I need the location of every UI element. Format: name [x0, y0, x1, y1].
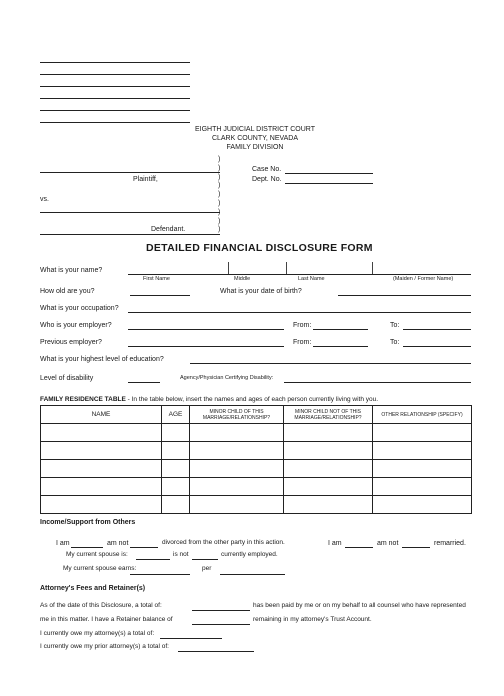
court-name: EIGHTH JUDICIAL DISTRICT COURT	[194, 126, 316, 133]
first-name-caption: First Name	[143, 276, 170, 282]
table-cell[interactable]	[41, 496, 162, 514]
employed-text: currently employed.	[221, 551, 278, 558]
attorney-line[interactable]	[40, 110, 190, 111]
table-cell[interactable]	[41, 442, 162, 460]
employer-to-label: To:	[390, 322, 400, 329]
table-cell[interactable]	[162, 442, 190, 460]
retainer-field[interactable]	[192, 624, 250, 625]
table-cell[interactable]	[162, 496, 190, 514]
table-row	[41, 424, 472, 442]
occupation-question: What is your occupation?	[40, 305, 119, 312]
age-field[interactable]	[130, 295, 190, 296]
prev-employer-question: Previous employer?	[40, 339, 102, 346]
prev-employer-to-field[interactable]	[403, 346, 471, 347]
i-am-label: I am	[56, 540, 70, 547]
education-field[interactable]	[190, 363, 471, 364]
table-cell[interactable]	[190, 460, 284, 478]
dob-field[interactable]	[338, 295, 471, 296]
table-cell[interactable]	[284, 460, 373, 478]
remarried-text: remarried.	[434, 540, 466, 547]
caption-bottom-line	[40, 234, 220, 235]
am-not-remarried-label: am not	[377, 540, 399, 547]
maiden-caption: (Maiden / Former Name)	[393, 276, 454, 282]
defendant-line[interactable]	[40, 212, 220, 213]
owe-attorney-field[interactable]	[160, 638, 222, 639]
middle-caption: Middle	[234, 276, 251, 282]
table-row	[41, 460, 472, 478]
name-divider	[228, 262, 229, 274]
attorney-line[interactable]	[40, 74, 190, 75]
last-name-caption: Last Name	[298, 276, 325, 282]
owe-attorney-label: I currently owe my attorney(s) a total of:	[40, 630, 155, 637]
attorney-line[interactable]	[40, 98, 190, 99]
am-not-remarried-field[interactable]	[402, 547, 430, 548]
divorced-text: divorced from the other party in this action.	[162, 539, 285, 546]
table-cell[interactable]	[162, 424, 190, 442]
table-cell[interactable]	[190, 442, 284, 460]
table-header-row	[41, 406, 472, 424]
i-am-field[interactable]	[71, 547, 103, 548]
retainer-text: remaining in my attorney's Trust Account.	[253, 616, 372, 623]
spouse-is-field[interactable]	[136, 559, 170, 560]
column-header-other-relationship: OTHER RELATIONSHIP (SPECIFY)	[373, 406, 472, 424]
court-county: CLARK COUNTY, NEVADA	[211, 135, 299, 142]
plaintiff-label: Plaintiff,	[133, 176, 158, 183]
court-division: FAMILY DIVISION	[226, 144, 284, 151]
per-label: per	[202, 565, 212, 572]
owe-prior-attorney-field[interactable]	[178, 651, 254, 652]
table-cell[interactable]	[373, 442, 472, 460]
name-divider	[372, 262, 373, 274]
attorney-line[interactable]	[40, 122, 190, 123]
table-cell[interactable]	[373, 424, 472, 442]
prev-employer-from-field[interactable]	[313, 346, 368, 347]
fees-paid-text: has been paid by me or on my behalf to all counsel who have represented	[253, 602, 466, 609]
income-heading: Income/Support from Others	[40, 519, 136, 526]
column-header-minor-child-not-this: MINOR CHILD NOT OF THIS MARRIAGE/RELATIONSHIP?	[284, 406, 373, 424]
education-question: What is your highest level of education?	[40, 356, 164, 363]
prev-employer-from-label: From:	[293, 339, 312, 346]
disability-question: Level of disability	[40, 375, 94, 382]
table-cell[interactable]	[41, 424, 162, 442]
attorney-line[interactable]	[40, 62, 190, 63]
employer-from-field[interactable]	[313, 329, 368, 330]
dept-no-label: Dept. No.	[252, 176, 282, 183]
plaintiff-line[interactable]	[40, 172, 220, 173]
form-title: DETAILED FINANCIAL DISCLOSURE FORM	[146, 242, 373, 254]
table-cell[interactable]	[373, 496, 472, 514]
is-not-field[interactable]	[192, 559, 218, 560]
am-not-field[interactable]	[130, 547, 158, 548]
vs-label: vs.	[40, 196, 49, 203]
owe-prior-attorney-label: I currently owe my prior attorney(s) a total of:	[40, 643, 169, 650]
table-cell[interactable]	[190, 478, 284, 496]
family-residence-table	[40, 405, 472, 514]
caption-brackets: ) ) ) ) ) ) ) ) )	[218, 156, 221, 234]
name-divider	[286, 262, 287, 274]
is-not-label: is not	[173, 551, 189, 558]
employer-question: Who is your employer?	[40, 322, 112, 329]
table-row	[41, 442, 472, 460]
age-question: How old are you?	[40, 288, 95, 295]
defendant-label: Defendant.	[151, 226, 186, 233]
attorney-line[interactable]	[40, 86, 190, 87]
name-question: What is your name?	[40, 267, 103, 274]
table-cell[interactable]	[41, 460, 162, 478]
table-cell[interactable]	[284, 496, 373, 514]
fees-paid-label: As of the date of this Disclosure, a total of:	[40, 602, 162, 609]
column-header-minor-child-this: MINOR CHILD OF THIS MARRIAGE/RELATIONSHIP?	[190, 406, 284, 424]
agency-field[interactable]	[284, 382, 471, 383]
table-cell[interactable]	[41, 478, 162, 496]
family-table-instruction: - In the table below, insert the names and ages of each person currently living with you.	[125, 396, 379, 403]
disability-field[interactable]	[128, 382, 160, 383]
table-cell[interactable]	[284, 424, 373, 442]
family-table-heading	[40, 397, 378, 404]
spouse-earns-field[interactable]	[130, 574, 190, 575]
table-cell[interactable]	[190, 496, 284, 514]
table-cell[interactable]	[373, 478, 472, 496]
prev-employer-to-label: To:	[390, 339, 400, 346]
table-cell[interactable]	[190, 424, 284, 442]
table-cell[interactable]	[162, 478, 190, 496]
court-heading	[175, 125, 335, 152]
table-cell[interactable]	[162, 460, 190, 478]
column-header-name: NAME	[41, 406, 162, 424]
i-am-remarried-label: I am	[328, 540, 342, 547]
case-no-field[interactable]	[285, 173, 373, 174]
table-row	[41, 496, 472, 514]
per-field[interactable]	[220, 574, 285, 575]
table-cell[interactable]	[284, 442, 373, 460]
i-am-remarried-field[interactable]	[345, 547, 373, 548]
column-header-age: AGE	[162, 406, 190, 424]
spouse-earns-label: My current spouse earns:	[63, 565, 137, 572]
fees-heading: Attorney's Fees and Retainer(s)	[40, 585, 146, 592]
case-no-label: Case No.	[252, 166, 282, 173]
employer-field[interactable]	[128, 329, 284, 330]
dob-question: What is your date of birth?	[220, 288, 302, 295]
name-field[interactable]	[128, 274, 471, 275]
prev-employer-field[interactable]	[128, 346, 284, 347]
fees-paid-field[interactable]	[192, 610, 250, 611]
family-table-title: FAMILY RESIDENCE TABLE	[40, 396, 126, 403]
table-cell[interactable]	[373, 460, 472, 478]
table-cell[interactable]	[284, 478, 373, 496]
occupation-field[interactable]	[128, 312, 471, 313]
agency-label: Agency/Physician Certifying Disability:	[180, 375, 274, 381]
am-not-label: am not	[107, 540, 129, 547]
spouse-is-label: My current spouse is:	[66, 551, 128, 558]
dept-no-field[interactable]	[285, 183, 373, 184]
employer-to-field[interactable]	[403, 329, 471, 330]
employer-from-label: From:	[293, 322, 312, 329]
table-row	[41, 478, 472, 496]
retainer-label: me in this matter. I have a Retainer balance of	[40, 616, 173, 623]
